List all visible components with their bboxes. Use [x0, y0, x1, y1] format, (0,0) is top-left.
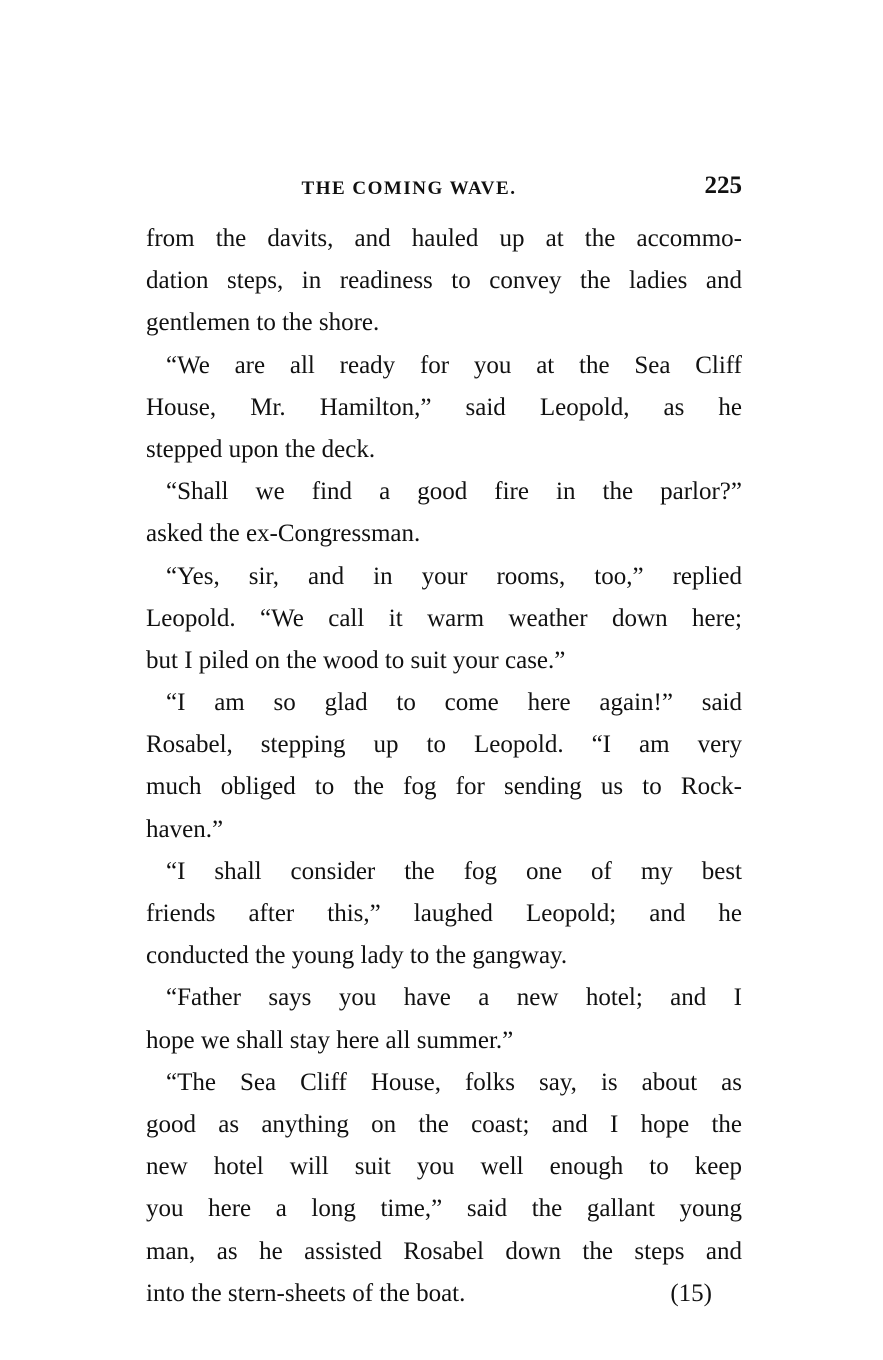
text-line: “Father says you have a new hotel; and I: [166, 984, 742, 1012]
page-number: 225: [704, 172, 742, 199]
text-line: “Yes, sir, and in your rooms, too,” replied: [166, 562, 742, 590]
text-line: Leopold. “We call it warm weather down here;: [146, 604, 742, 632]
text-line: “I shall consider the fog one of my best: [166, 857, 742, 885]
text-line: “I am so glad to come here again!” said: [166, 689, 742, 717]
text-line: good as anything on the coast; and I hope the: [146, 1110, 742, 1138]
text-line: dation steps, in readiness to convey the ladies and: [146, 267, 742, 295]
text-line: much obliged to the fog for sending us to Rock-: [146, 773, 742, 801]
text-line: “The Sea Cliff House, folks say, is about as: [166, 1068, 742, 1096]
text-line: haven.”: [146, 815, 224, 843]
text-line: into the stern-sheets of the boat.: [146, 1279, 466, 1307]
text-line: you here a long time,” said the gallant young: [146, 1195, 742, 1223]
text-line: friends after this,” laughed Leopold; and he: [146, 900, 742, 927]
text-line: man, as he assisted Rosabel down the steps and: [146, 1237, 742, 1265]
running-title: THE COMING WAVE.: [301, 178, 517, 199]
text-line: from the davits, and hauled up at the accommo-: [146, 225, 742, 252]
text-line: but I piled on the wood to suit your case.”: [146, 646, 566, 674]
text-line: stepped upon the deck.: [146, 435, 376, 463]
text-line: conducted the young lady to the gangway.: [146, 942, 568, 970]
text-line: “We are all ready for you at the Sea Cliff: [166, 351, 742, 379]
text-line: hope we shall stay here all summer.”: [146, 1026, 514, 1054]
text-line: new hotel will suit you well enough to keep: [146, 1153, 742, 1181]
page-header: [146, 172, 742, 208]
text-line: asked the ex-Congressman.: [146, 520, 421, 548]
body-text: [146, 218, 742, 1315]
text-line: Rosabel, stepping up to Leopold. “I am very: [146, 731, 742, 759]
text-line: “Shall we find a good fire in the parlor?”: [166, 478, 742, 506]
text-line: gentlemen to the shore.: [146, 309, 380, 337]
text-line: House, Mr. Hamilton,” said Leopold, as he: [146, 393, 742, 421]
text-line-last: [146, 1273, 742, 1315]
signature-mark: (15): [670, 1279, 712, 1307]
